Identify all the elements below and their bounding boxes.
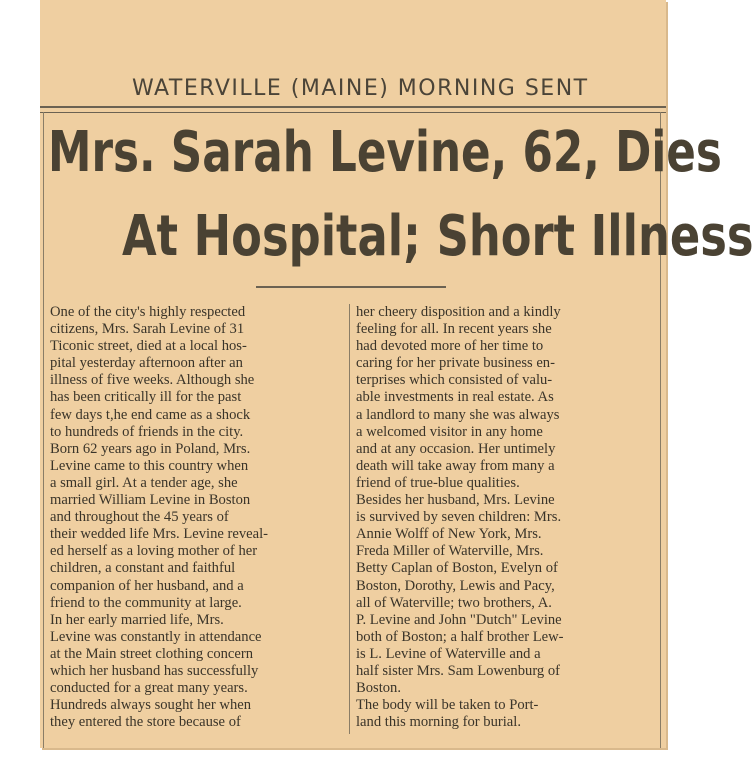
article-line: and at any occasion. Her untimely (356, 440, 556, 457)
headline-line-2: At Hospital; Short Illness (122, 204, 754, 269)
article-line: In her early married life, Mrs. (50, 611, 224, 628)
headline-rule (256, 286, 446, 288)
article-line: which her husband has successfully (50, 662, 259, 679)
article-line: Betty Caplan of Boston, Evelyn of (356, 560, 558, 577)
article-line: half sister Mrs. Sam Lowenburg of (356, 662, 561, 679)
article-line: Boston. (356, 680, 402, 697)
article-line: conducted for a great many years. (50, 680, 248, 697)
article-line: Born 62 years ago in Poland, Mrs. (50, 440, 251, 457)
article-column-right (356, 304, 658, 731)
article-line: companion of her husband, and a (50, 577, 244, 594)
article-line: citizens, Mrs. Sarah Levine of 31 (50, 321, 245, 338)
article-line: Annie Wolff of New York, Mrs. (356, 526, 542, 543)
article-line: all of Waterville; two brothers, A. (356, 594, 552, 611)
article-line: to hundreds of friends in the city. (50, 423, 244, 440)
article-line: terprises which consisted of valu- (356, 372, 553, 389)
article-line: Hundreds always sought her when (50, 697, 252, 714)
article-line: Ticonic street, died at a local hos- (50, 338, 247, 355)
article-line: The body will be taken to Port- (356, 697, 539, 714)
article-line: friend to the community at large. (50, 594, 242, 611)
masthead-rule (40, 106, 666, 108)
masthead: WATERVILLE (MAINE) MORNING SENT (132, 76, 589, 101)
left-border (43, 112, 44, 748)
article-line: able investments in real estate. As (356, 389, 554, 406)
column-separator (349, 304, 350, 734)
article-line: has been critically ill for the past (50, 389, 242, 406)
article-line: One of the city's highly respected (50, 304, 246, 320)
article-line: a landlord to many she was always (356, 406, 560, 423)
article-line: caring for her private business en- (356, 355, 555, 372)
article-line: pital yesterday afternoon after an (50, 355, 243, 372)
article-line: Levine came to this country when (50, 457, 249, 474)
article-line: death will take away from many a (356, 457, 555, 474)
article-line: at the Main street clothing concern (50, 645, 254, 662)
article-line: illness of five weeks. Although she (50, 372, 255, 389)
article-line: her cheery disposition and a kindly (356, 304, 561, 320)
article-line: is survived by seven children: Mrs. (356, 509, 562, 526)
masthead-rule-thin (40, 112, 666, 113)
article-column-left (50, 304, 344, 731)
article-line: had devoted more of her time to (356, 338, 544, 355)
article-line: few days t,he end came as a shock (50, 406, 251, 423)
article-line: they entered the store because of (50, 714, 241, 731)
article-line: feeling for all. In recent years she (356, 321, 552, 338)
newspaper-clipping (40, 0, 754, 748)
article-line: a small girl. At a tender age, she (50, 474, 238, 491)
article-line: friend of true-blue qualities. (356, 474, 520, 491)
article-line: their wedded life Mrs. Levine reveal- (50, 526, 269, 543)
article-line: Freda Miller of Waterville, Mrs. (356, 543, 544, 560)
article-line: Levine was constantly in attendance (50, 628, 262, 645)
article-line: married William Levine in Boston (50, 492, 251, 509)
article-line: and throughout the 45 years of (50, 509, 229, 526)
headline-line-1: Mrs. Sarah Levine, 62, Dies (48, 120, 722, 185)
article-line: Besides her husband, Mrs. Levine (356, 492, 555, 509)
article-line: a welcomed visitor in any home (356, 423, 543, 440)
article-line: ed herself as a loving mother of her (50, 543, 258, 560)
article-line: is L. Levine of Waterville and a (356, 645, 541, 662)
article-line: both of Boston; a half brother Lew- (356, 628, 564, 645)
article-line: land this morning for burial. (356, 714, 521, 731)
article-line: P. Levine and John "Dutch" Levine (356, 611, 562, 628)
article-line: Boston, Dorothy, Lewis and Pacy, (356, 577, 555, 594)
article-line: children, a constant and faithful (50, 560, 236, 577)
